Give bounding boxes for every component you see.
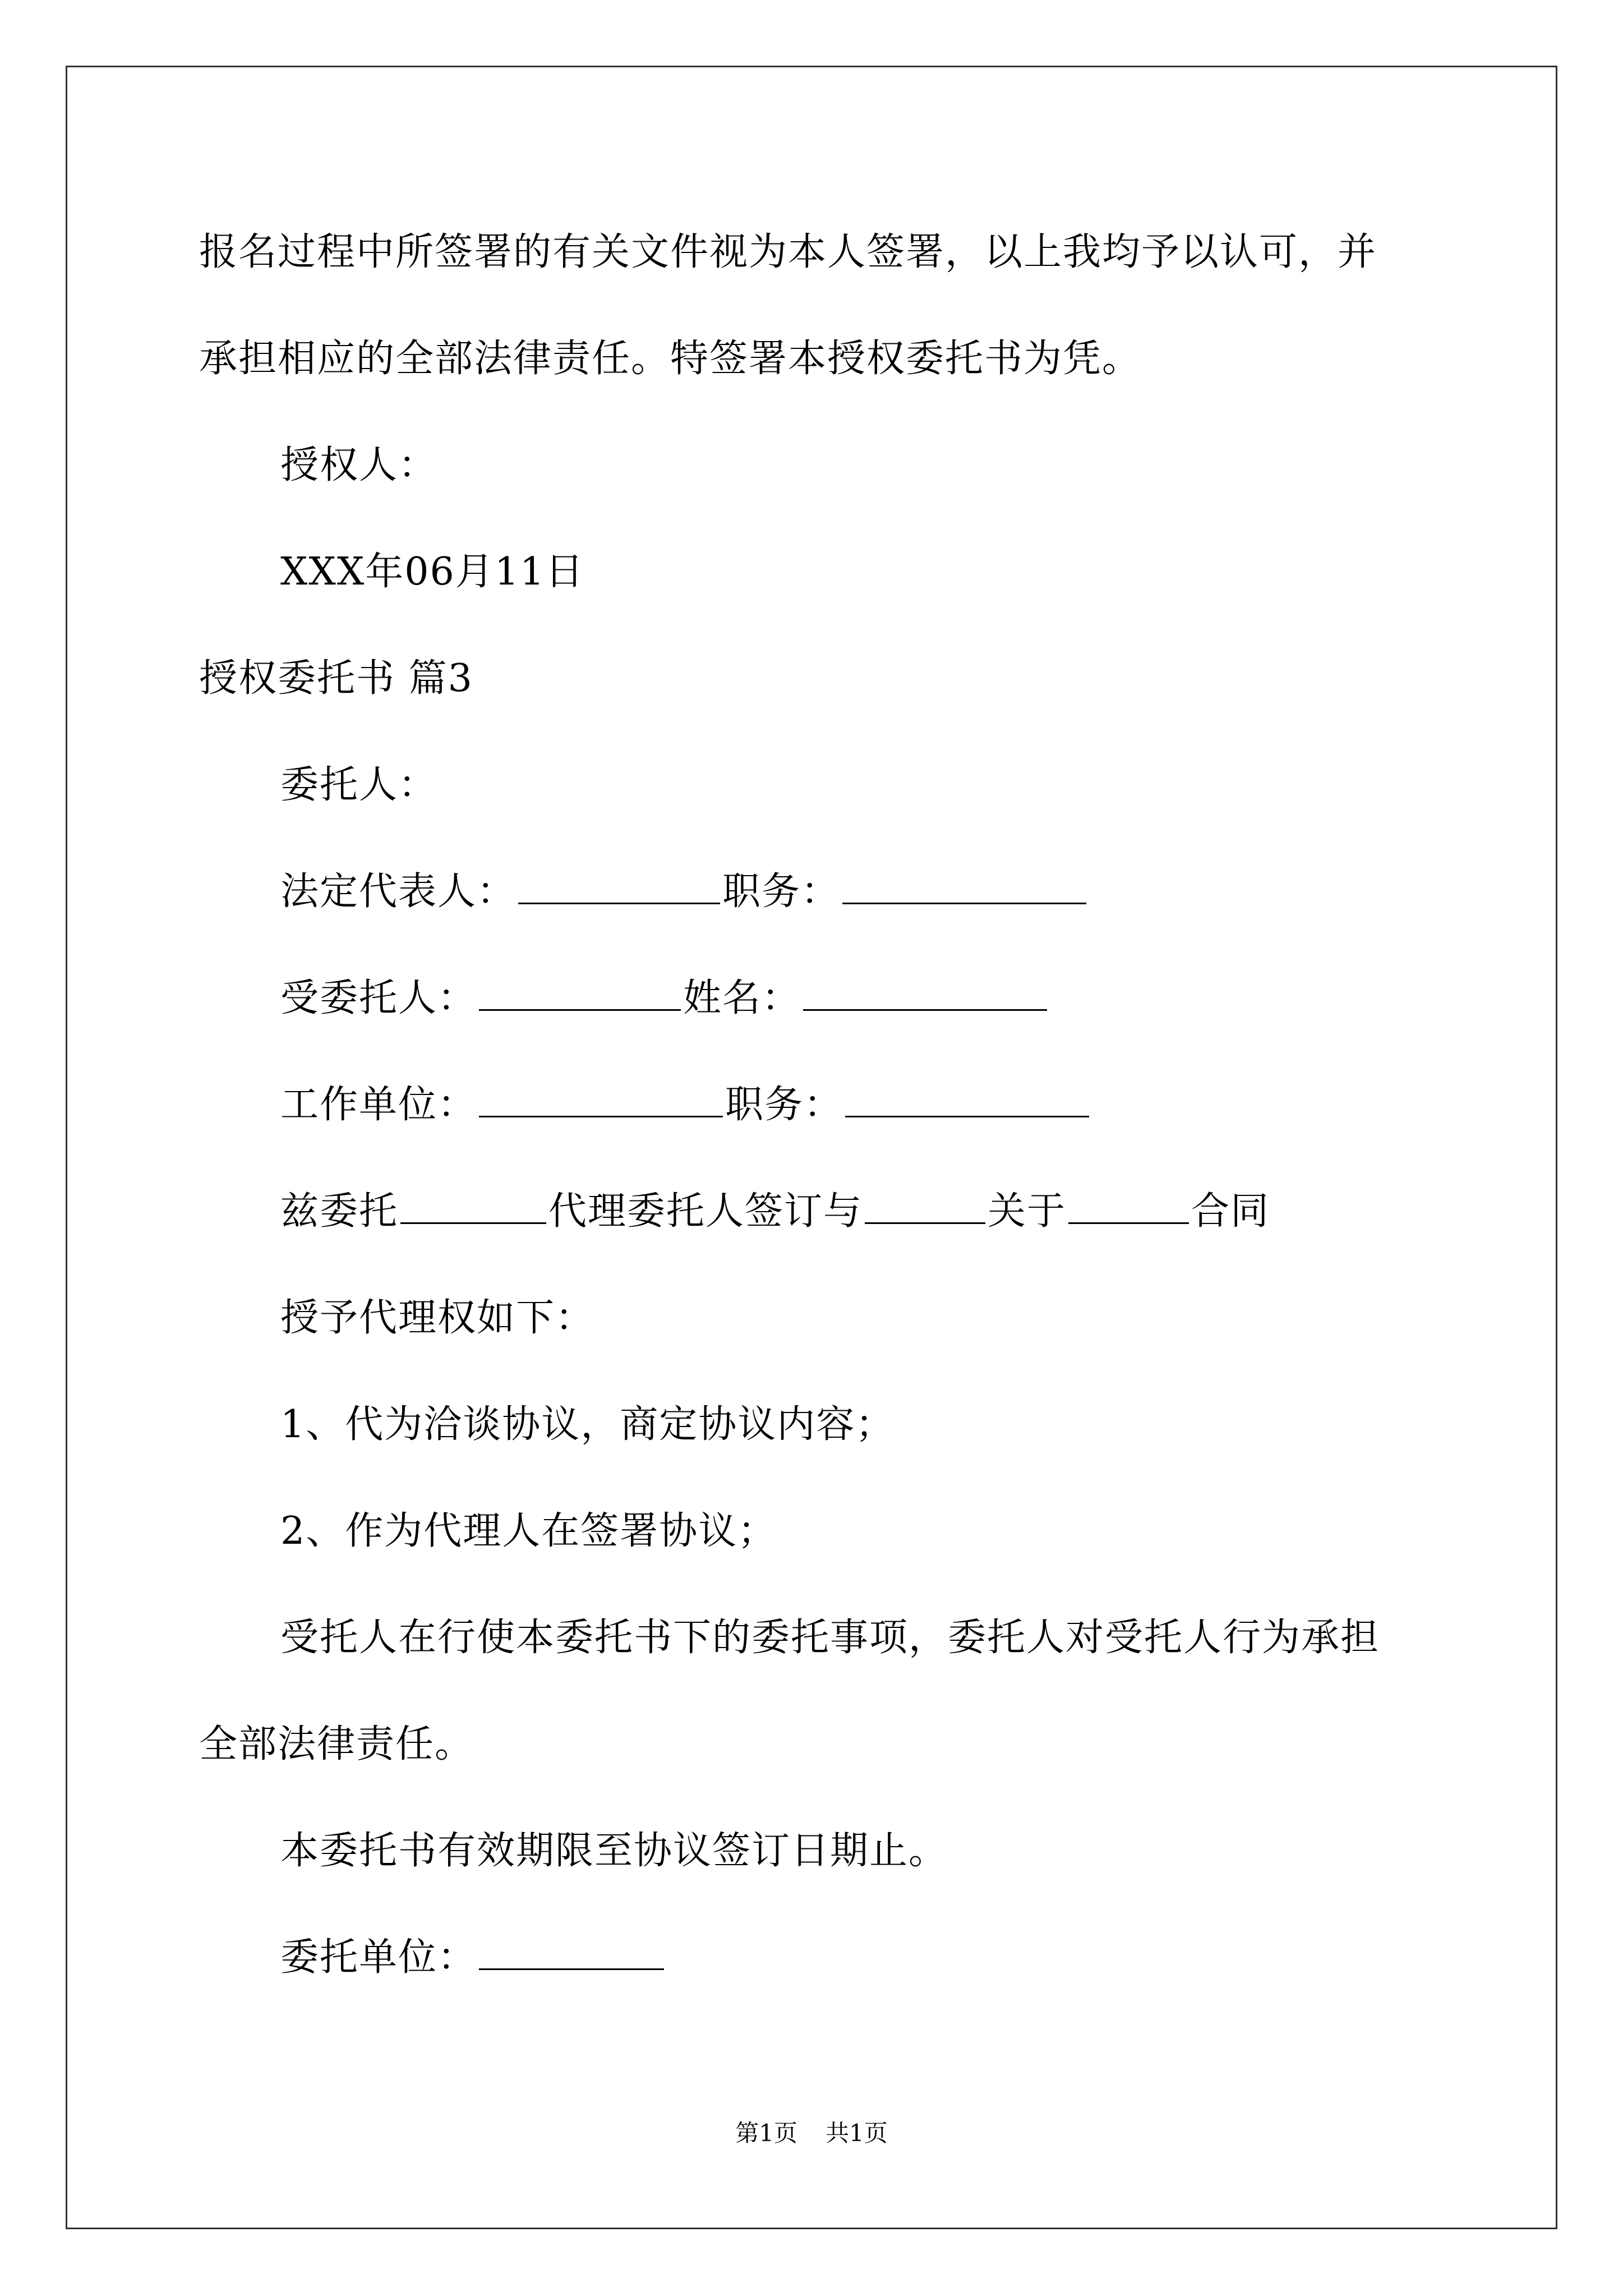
- agent-blank: [479, 976, 681, 1011]
- page-number: 第1页: [735, 2119, 797, 2147]
- date-line: XXX年06月11日: [280, 550, 585, 594]
- entrusting-unit-blank: [479, 1935, 664, 1970]
- entrust-text: 关于: [988, 1189, 1067, 1234]
- entrustee-blank: [400, 1189, 546, 1224]
- position-blank: [842, 869, 1086, 904]
- grantor-label: 授权人：: [280, 443, 438, 487]
- position-label: 职务：: [725, 1083, 843, 1127]
- paragraph-line: 受托人在行使本委托书下的委托事项，委托人对受托人行为承担: [280, 1616, 1380, 1660]
- authority-item: 2、作为代理人在签署协议；: [280, 1509, 777, 1553]
- employer-row: [199, 1052, 1433, 1158]
- legal-representative-row: [199, 839, 1433, 945]
- entrusting-unit-label: 委托单位：: [280, 1935, 477, 1980]
- legal-representative-label: 法定代表人：: [280, 869, 517, 914]
- name-label: 姓名：: [683, 976, 801, 1020]
- authority-item: 1、代为洽谈协议，商定协议内容；: [280, 1402, 895, 1447]
- document-body: [199, 199, 1433, 2011]
- validity-line: 本委托书有效期限至协议签订日期止。: [280, 1829, 948, 1873]
- principal-label: 委托人：: [280, 763, 438, 807]
- page-footer: [0, 2115, 1623, 2148]
- legal-representative-blank: [518, 869, 720, 904]
- section-heading: 授权委托书 篇3: [199, 656, 473, 701]
- entrust-row: [199, 1158, 1433, 1265]
- employer-blank: [479, 1082, 723, 1117]
- paragraph-line: 承担相应的全部法律责任。特签署本授权委托书为凭。: [199, 337, 1142, 381]
- entrusting-unit-row: [199, 1904, 1433, 2011]
- position-blank: [845, 1082, 1089, 1117]
- position-label: 职务：: [722, 869, 841, 914]
- authority-heading: 授予代理权如下：: [280, 1296, 595, 1340]
- entrust-text: 兹委托: [280, 1189, 399, 1234]
- employer-label: 工作单位：: [280, 1083, 477, 1127]
- paragraph-line: 报名过程中所签署的有关文件视为本人签署，以上我均予以认可，并: [199, 230, 1377, 274]
- agent-row: [199, 945, 1433, 1052]
- paragraph-line: 全部法律责任。: [199, 1722, 474, 1766]
- party-blank: [865, 1189, 985, 1224]
- contract-blank: [1068, 1189, 1189, 1224]
- entrust-text: 代理委托人签订与: [548, 1189, 863, 1234]
- page-total: 共1页: [826, 2119, 888, 2147]
- agent-label: 受委托人：: [280, 976, 477, 1020]
- entrust-text: 合同: [1191, 1189, 1270, 1234]
- name-blank: [803, 976, 1047, 1011]
